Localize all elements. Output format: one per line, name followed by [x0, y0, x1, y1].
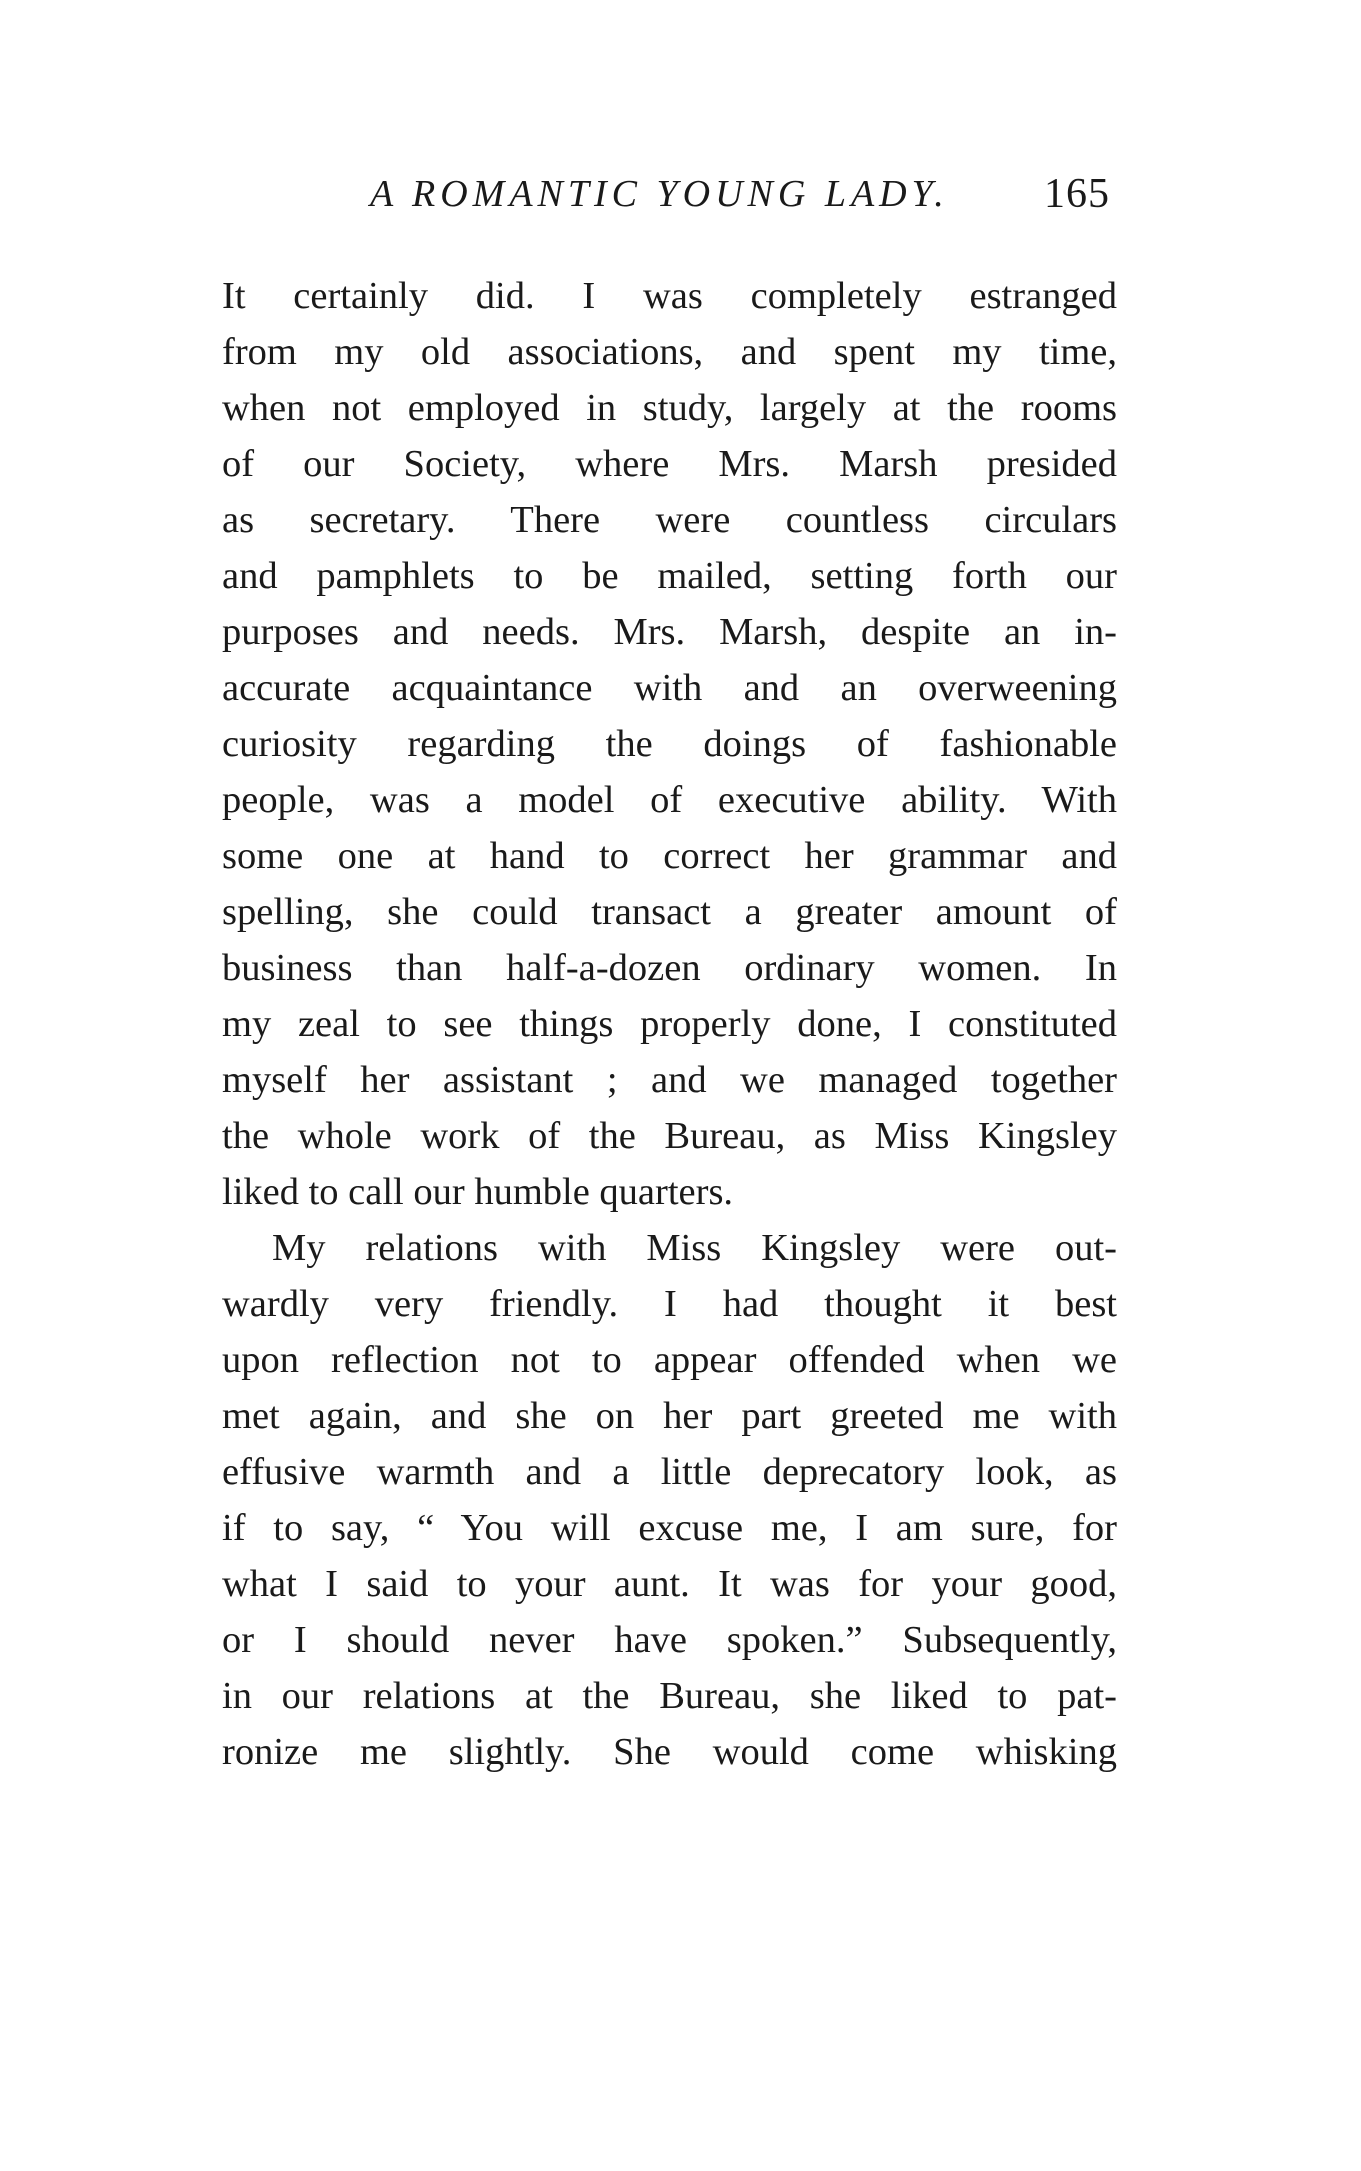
running-title: A ROMANTIC YOUNG LADY. [370, 173, 949, 215]
text-line: wardly very friendly. I had thought it best [222, 1283, 1117, 1325]
text-line: some one at hand to correct her grammar and [222, 835, 1117, 877]
text-line: and pamphlets to be mailed, setting forth our [222, 555, 1117, 597]
text-line: myself her assistant ; and we managed together [222, 1059, 1117, 1101]
text-line: of our Society, where Mrs. Marsh presided [222, 443, 1117, 485]
text-line: people, was a model of executive ability. With [222, 779, 1117, 821]
text-line: met again, and she on her part greeted me with [222, 1395, 1117, 1437]
text-line: if to say, “ You will excuse me, I am sure, for [222, 1507, 1117, 1549]
text-line: my zeal to see things properly done, I constituted [222, 1003, 1117, 1045]
text-line: effusive warmth and a little deprecatory look, as [222, 1451, 1117, 1493]
text-line: the whole work of the Bureau, as Miss Kingsley [222, 1115, 1117, 1157]
text-line: ronize me slightly. She would come whisking [222, 1731, 1117, 1773]
text-line: It certainly did. I was completely estranged [222, 275, 1117, 317]
text-line: curiosity regarding the doings of fashionable [222, 723, 1117, 765]
text-line: from my old associations, and spent my time, [222, 331, 1117, 373]
page-number: 165 [1044, 171, 1110, 217]
text-line: purposes and needs. Mrs. Marsh, despite an in- [222, 611, 1117, 653]
body-text [222, 268, 1117, 1780]
text-line: as secretary. There were countless circulars [222, 499, 1117, 541]
text-line: or I should never have spoken.” Subsequently, [222, 1619, 1117, 1661]
paragraph-start-line: My relations with Miss Kingsley were out- [272, 1227, 1117, 1269]
running-head [220, 172, 1120, 232]
text-line: upon reflection not to appear offended when we [222, 1339, 1117, 1381]
text-line: what I said to your aunt. It was for your good, [222, 1563, 1117, 1605]
paragraph-end-line: liked to call our humble quarters. [222, 1171, 734, 1213]
text-line: in our relations at the Bureau, she liked to pat- [222, 1675, 1117, 1717]
text-line: business than half-a-dozen ordinary women. In [222, 947, 1117, 989]
text-line: accurate acquaintance with and an overweening [222, 667, 1117, 709]
text-line: spelling, she could transact a greater amount of [222, 891, 1117, 933]
text-line: when not employed in study, largely at the rooms [222, 387, 1117, 429]
